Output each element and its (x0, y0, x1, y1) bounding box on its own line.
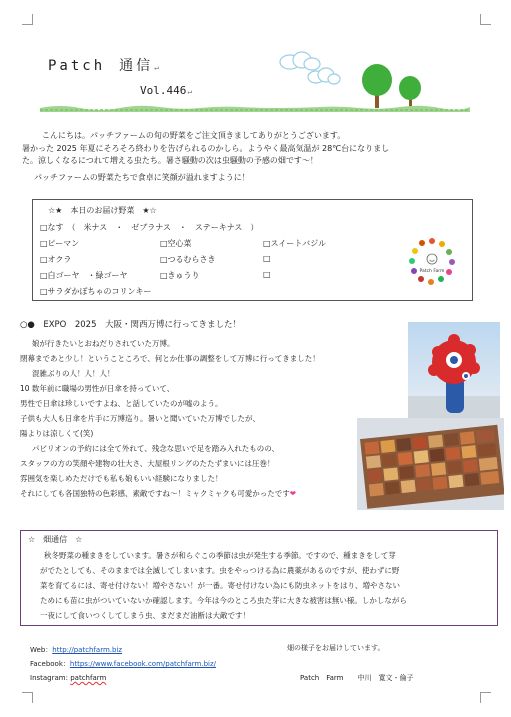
instagram-label: Instagram: (30, 674, 68, 682)
volume-text: Vol.446 (140, 84, 187, 97)
footer-facebook (30, 657, 216, 671)
field-news-body (40, 548, 492, 623)
veg-item: □サラダかぼちゃのコリンキー (40, 287, 152, 296)
footer-field-note: 畑の様子をお届けしています。 (287, 644, 385, 652)
header-illustration (0, 50, 511, 122)
expo-line: パビリオンの予約には全て外れて、残念な思いで足を踏み入れたものの、 (32, 444, 279, 453)
crop-mark-bottom-right (480, 692, 491, 703)
veg-item: □白ゴーヤ ・緑ゴーヤ (40, 271, 128, 280)
instagram-handle: patchfarm (70, 674, 107, 682)
intro-line: 暑かった 2025 年夏にそろそろ終わりを告げられるのかしら。ようやく最高気温が 28℃台になりまし (22, 143, 390, 153)
expo-wall-photo (357, 418, 504, 510)
footer-web (30, 643, 216, 657)
field-news-title: ☆ 畑通信 ☆ (28, 535, 83, 544)
expo-body (20, 336, 365, 501)
expo-line: 娘が行きたいとおねだりされていた万博。 (32, 339, 175, 348)
veg-item: □オクラ (40, 255, 72, 264)
expo-line: 男性で日傘は珍しいですよね、と話していたのが嘘のよう。 (20, 399, 223, 408)
logo-text: Patch Farm (419, 269, 445, 274)
tree-icon (399, 76, 421, 108)
delivery-header: ☆★ 本日のお届け野菜 ★☆ (48, 206, 157, 215)
expo-line: 陽よりは涼しくて(笑) (20, 429, 94, 438)
footer-contacts (30, 643, 216, 685)
expo-line: 閉幕まであと少し！ということころで、何とか仕事の調整をして万博に行ってきました！ (20, 354, 320, 363)
heart-icon: ❤ (289, 489, 296, 498)
web-label: Web： (30, 646, 53, 654)
patch-farm-logo (408, 237, 456, 285)
expo-line: 混雑ぶりの人！人！人！ (32, 369, 115, 378)
expo-line: 子供も大人も日傘を片手に万博巡り。暑いと聞いていた万博でしたが、 (20, 414, 260, 423)
expo-line: 雰囲気を楽しめただけでも私も娘もいい経験になりました！ (20, 474, 223, 483)
mascot-photo (408, 322, 500, 422)
crop-mark-top-left (22, 14, 33, 25)
veg-item: □ (263, 270, 271, 279)
field-line: 一夜にして食いつくしてしまう虫、まだまだ油断は大敵です！ (40, 611, 250, 620)
field-line: ためにも苗に虫がついていないか確認します。今年は今のところ虫た芽に大きな被害は無い様。しかしながら (40, 596, 407, 605)
intro-line: パッチファームの野菜たちで食卓に笑顔が溢れますように！ (34, 172, 250, 182)
footer-signature: Patch Farm 中川 寛文・倫子 (300, 674, 414, 682)
cloud-icon (280, 52, 320, 70)
veg-item: □なす （ 米ナス ・ ゼブラナス ・ ステーキナス ） (40, 223, 259, 232)
veg-item: □ (263, 254, 271, 263)
footer-instagram (30, 671, 216, 685)
veg-item: □きゅうり (160, 271, 200, 280)
facebook-label: Facebook： (30, 660, 70, 668)
grass-strip (40, 106, 470, 112)
crop-mark-bottom-left (22, 692, 33, 703)
return-mark-icon: ↵ (154, 63, 162, 72)
expo-line-text: それにしても各国独特の色彩感、素敵ですね～！ミャクミャクも可愛かったです (20, 489, 290, 498)
intro-line: た。涼しくなるにつれて増える虫たち。暑さ騒動の次は虫騒動の予感の畑です～！ (22, 156, 318, 165)
veg-item: □つるむらさき (160, 255, 216, 264)
return-mark-icon: ↵ (187, 87, 193, 96)
field-line: 菜を育てるには、寄せ付けない！増やさない！が一番。寄せ付けない為にも防虫ネットをはり、増やさない (40, 581, 400, 590)
field-line: がでたとしても、そのままでは全滅してしまいます。虫をやっつける為に農薬があるのですが、使わずに野 (40, 566, 400, 575)
expo-line: スタッフの方の笑顔や建物の壮大さ、大屋根リングのたたずまいには圧巻！ (20, 459, 275, 468)
crop-mark-top-right (480, 14, 491, 25)
veg-item: □ピーマン (40, 239, 80, 248)
facebook-link[interactable]: https://www.facebook.com/patchfarm.biz/ (69, 660, 216, 668)
title-right: 通信 (119, 58, 154, 74)
veg-item: □スイートバジル (263, 239, 327, 248)
expo-title: ○● EXPO 2025 大阪・関西万博に行ってきました！ (20, 320, 241, 330)
expo-line: 10 数年前に職場の男性が日傘を持っていて、 (20, 384, 175, 393)
expo-line (20, 486, 365, 501)
veg-item: □空心菜 (160, 239, 192, 248)
title-left: Patch (48, 58, 106, 74)
tree-icon (362, 64, 392, 108)
web-link[interactable]: http://patchfarm.biz (52, 646, 123, 654)
field-line: 秋冬野菜の種まきをしています。暑さが和らぐこの季節は虫が発生する季節。ですので、種まきをして芽 (44, 551, 396, 560)
intro-section (22, 130, 498, 184)
intro-line: こんにちは。パッチファームの旬の野菜をご注文頂きましてありがとうございます。 (42, 131, 346, 140)
